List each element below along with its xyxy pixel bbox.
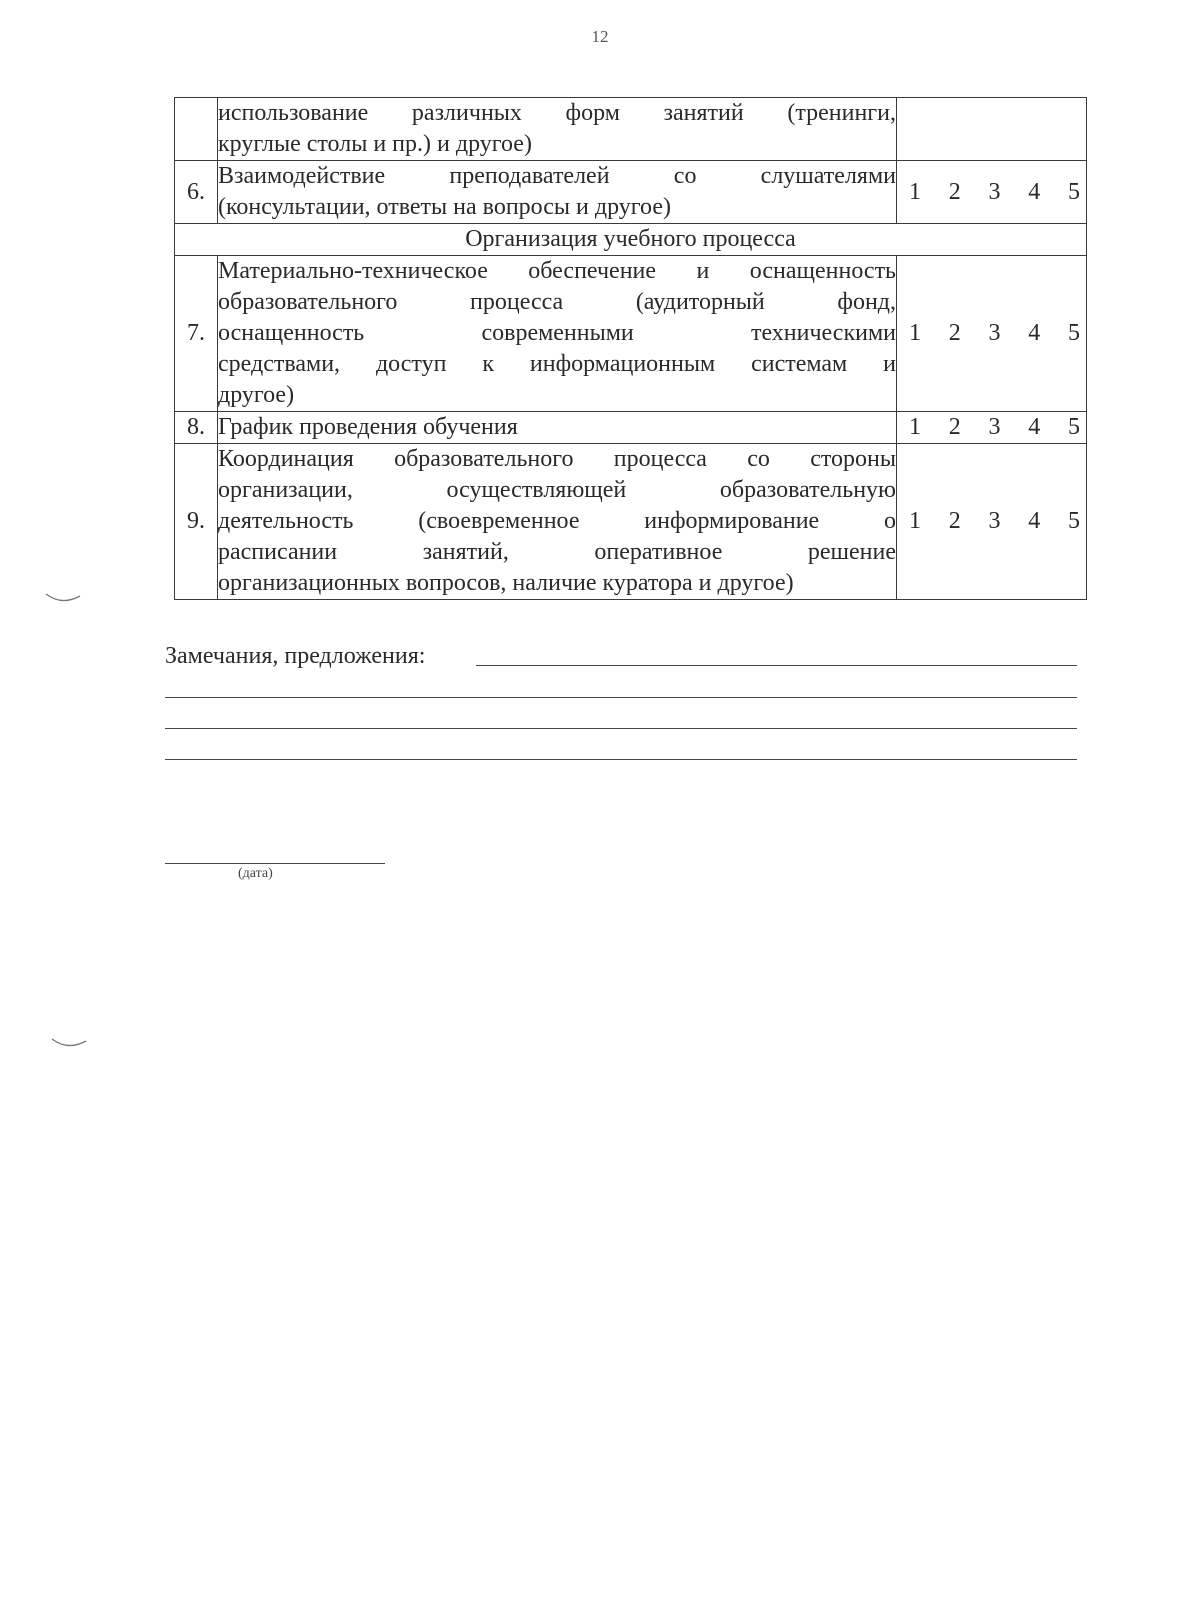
item-text-line: организации, осуществляющей образовательную — [218, 477, 896, 503]
rating-option[interactable]: 1 — [909, 508, 921, 534]
remarks-line-4[interactable] — [165, 759, 1077, 760]
item-text-line: Материально-техническое обеспечение и оснащенность — [218, 258, 896, 284]
remarks-line-2[interactable] — [165, 697, 1077, 698]
rating-scale — [897, 161, 1087, 224]
section-row — [175, 224, 1087, 256]
survey-table — [174, 97, 1087, 600]
item-text-line: средствами, доступ к информационным системам и — [218, 351, 896, 377]
hole-punch-mark-icon — [50, 1035, 90, 1051]
rating-option[interactable]: 3 — [988, 178, 1001, 205]
item-text — [218, 256, 897, 412]
rating-scale — [897, 412, 1087, 444]
remarks-label: Замечания, предложения: — [165, 643, 426, 669]
remarks-line-1[interactable] — [476, 665, 1077, 666]
rating-option[interactable]: 3 — [988, 414, 1001, 440]
rating-option[interactable]: 2 — [948, 508, 961, 534]
rating-option[interactable]: 1 — [909, 178, 921, 205]
table-row — [175, 98, 1087, 161]
rating-option[interactable]: 2 — [948, 414, 961, 440]
item-text-line: круглые столы и пр.) и другое) — [218, 131, 532, 157]
rating-scale — [897, 444, 1087, 600]
item-number — [175, 98, 218, 161]
item-number: 8. — [175, 412, 218, 444]
item-text-line: График проведения обучения — [218, 414, 518, 440]
rating-option[interactable]: 3 — [988, 508, 1001, 534]
item-text-line: (консультации, ответы на вопросы и другое) — [218, 194, 671, 220]
table-row — [175, 444, 1087, 600]
rating-option[interactable]: 2 — [948, 320, 961, 346]
rating-scale — [897, 256, 1087, 412]
rating-option[interactable]: 1 — [909, 320, 921, 346]
remarks-line-3[interactable] — [165, 728, 1077, 729]
rating-option[interactable]: 5 — [1068, 414, 1080, 440]
item-text-line: Взаимодействие преподавателей со слушателями — [218, 163, 896, 189]
item-number: 9. — [175, 444, 218, 600]
section-heading: Организация учебного процесса — [175, 224, 1087, 256]
item-text-line: расписании занятий, оперативное решение — [218, 539, 896, 565]
hole-punch-mark-icon — [44, 590, 84, 606]
rating-option[interactable]: 5 — [1068, 508, 1080, 534]
item-number: 7. — [175, 256, 218, 412]
item-text-line: Координация образовательного процесса со стороны — [218, 446, 896, 472]
rating-option[interactable]: 3 — [988, 320, 1001, 346]
page-number: 12 — [591, 27, 609, 46]
table-row — [175, 161, 1087, 224]
item-text — [218, 98, 897, 161]
rating-option[interactable]: 4 — [1028, 508, 1041, 534]
rating-option[interactable]: 5 — [1068, 320, 1080, 346]
item-text-line: использование различных форм занятий (тренинги, — [218, 100, 896, 126]
rating-option[interactable]: 5 — [1068, 178, 1080, 205]
item-text — [218, 161, 897, 224]
item-text — [218, 412, 897, 444]
rating-scale — [897, 98, 1087, 161]
item-number: 6. — [175, 161, 218, 224]
rating-option[interactable]: 2 — [948, 178, 961, 205]
rating-option[interactable]: 4 — [1028, 320, 1041, 346]
item-text — [218, 444, 897, 600]
item-text-line: оснащенность современными техническими — [218, 320, 896, 346]
rating-option[interactable]: 4 — [1028, 178, 1041, 205]
table-row — [175, 256, 1087, 412]
rating-option[interactable]: 4 — [1028, 414, 1041, 440]
item-text-line: другое) — [218, 382, 295, 408]
date-caption: (дата) — [238, 866, 273, 881]
table-row — [175, 412, 1087, 444]
item-text-line: деятельность (своевременное информирование о — [218, 508, 896, 534]
rating-option[interactable]: 1 — [909, 414, 921, 440]
item-text-line: образовательного процесса (аудиторный фонд, — [218, 289, 896, 315]
item-text-line: организационных вопросов, наличие куратора и другое) — [218, 570, 794, 596]
date-line[interactable] — [165, 863, 385, 864]
